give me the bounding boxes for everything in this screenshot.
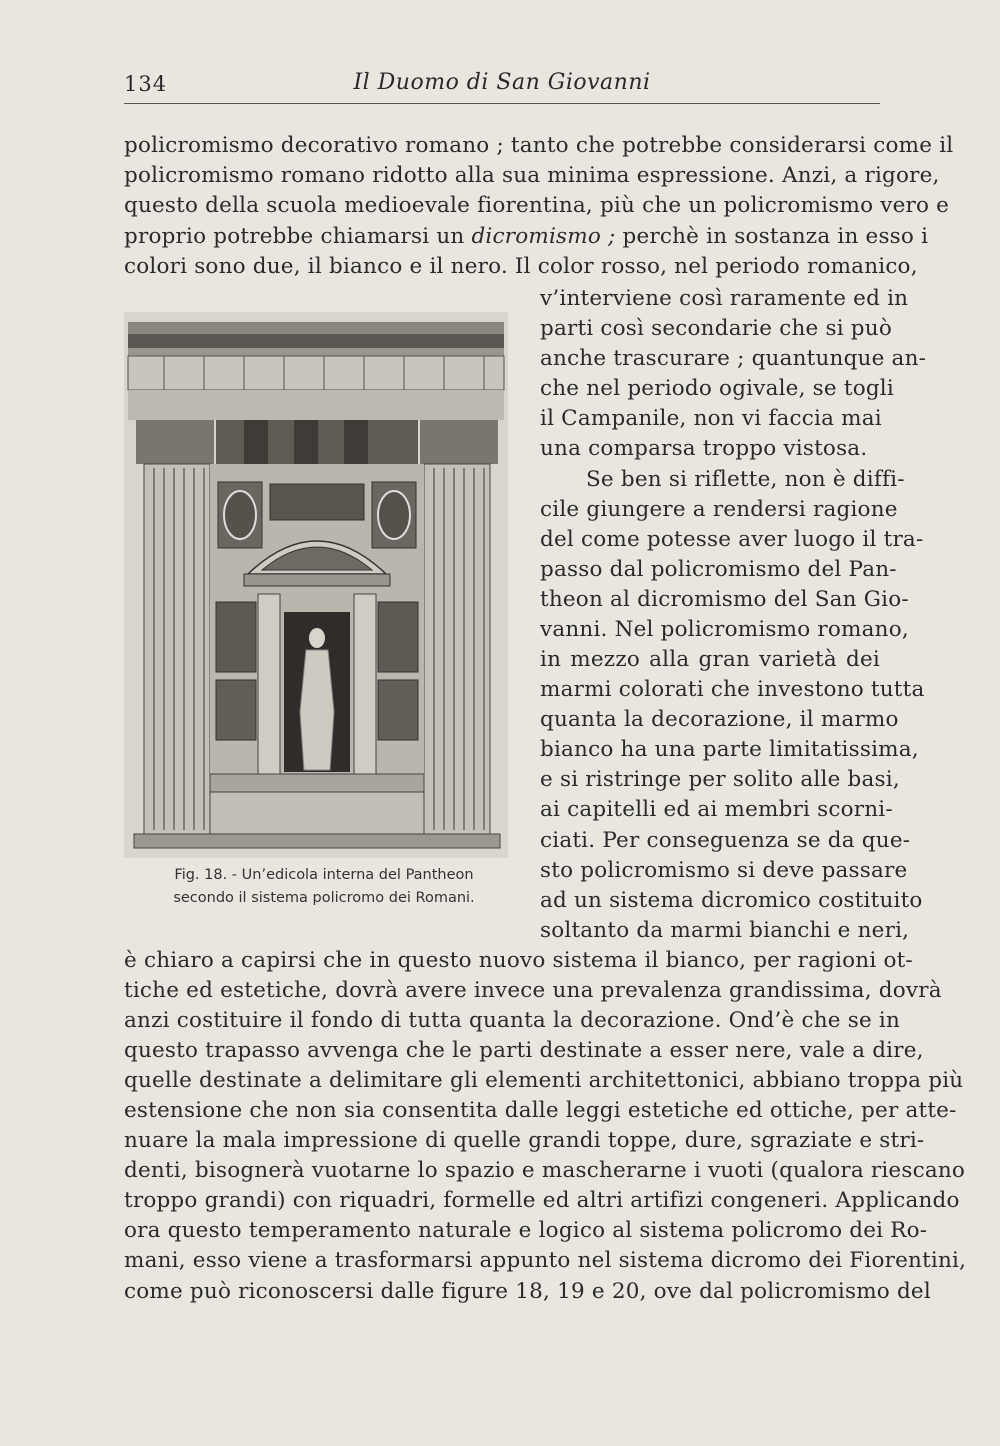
text-run: proprio potrebbe chiamarsi un	[124, 224, 472, 249]
page-header	[124, 66, 880, 102]
emphasis-dicromismo: dicromismo ;	[471, 224, 616, 249]
column-line: marmi colorati che investono tutta	[540, 677, 925, 702]
column-line: ciati. Per conseguenza se da que-	[540, 828, 911, 853]
column-line: in mezzo alla gran varietà dei	[540, 647, 880, 672]
text-line: mani, esso viene a trasformarsi appunto nel sistema dicromo dei Fiorentini,	[124, 1248, 967, 1273]
column-line: del come potesse aver luogo il tra-	[540, 527, 924, 552]
figure-caption: secondo il sistema policromo dei Romani.	[173, 890, 475, 906]
text-line: questo della scuola medioevale fiorentina, più che un policromismo vero e	[124, 193, 950, 218]
text-line: policromismo romano ridotto alla sua minima espressione. Anzi, a rigore,	[124, 163, 940, 188]
running-title: Il Duomo di San Giovanni	[353, 70, 651, 95]
page-number: 134	[124, 72, 168, 96]
column-line: vanni. Nel policromismo romano,	[540, 617, 909, 642]
text-line	[124, 222, 929, 251]
figure-pantheon-aedicula	[124, 312, 508, 858]
text-line: denti, bisognerà vuotarne lo spazio e mascherarne i vuoti (qualora riescano	[124, 1158, 966, 1183]
column-line: ai capitelli ed ai membri scorni-	[540, 797, 893, 822]
text-line: questo trapasso avvenga che le parti destinate a esser nere, vale a dire,	[124, 1038, 924, 1063]
column-line: passo dal policromismo del Pan-	[540, 557, 897, 582]
text-line: policromismo decorativo romano ; tanto che potrebbe considerarsi come il	[124, 133, 954, 158]
column-line: theon al dicromismo del San Gio-	[540, 587, 909, 612]
text-line: quelle destinate a delimitare gli elementi architettonici, abbiano troppa più	[124, 1068, 964, 1093]
column-line: parti così secondarie che si può	[540, 316, 892, 341]
figure-caption: Fig. 18. - Un’edicola interna del Pantheon	[174, 867, 474, 883]
text-run: perchè in sostanza in esso i	[615, 224, 929, 249]
column-line: sto policromismo si deve passare	[540, 858, 908, 883]
text-line: troppo grandi) con riquadri, formelle ed altri artifizi congeneri. Applicando	[124, 1188, 960, 1213]
column-line: v’interviene così raramente ed in	[540, 286, 909, 311]
column-line: e si ristringe per solito alle basi,	[540, 767, 900, 792]
header-rule	[124, 103, 880, 104]
text-line: colori sono due, il bianco e il nero. Il color rosso, nel periodo romanico,	[124, 254, 918, 279]
column-line: cile giungere a rendersi ragione	[540, 497, 898, 522]
column-line: ad un sistema dicromico costituito	[540, 888, 923, 913]
text-line: come può riconoscersi dalle figure 18, 19 e 20, ove dal policromismo del	[124, 1279, 931, 1304]
column-line: soltanto da marmi bianchi e neri,	[540, 918, 910, 943]
column-line: il Campanile, non vi faccia mai	[540, 406, 882, 431]
text-line: estensione che non sia consentita dalle leggi estetiche ed ottiche, per atte-	[124, 1098, 957, 1123]
text-line: ora questo temperamento naturale e logico al sistema policromo dei Ro-	[124, 1218, 928, 1243]
column-line: Se ben si riflette, non è diffi-	[586, 467, 905, 492]
column-line: quanta la decorazione, il marmo	[540, 707, 899, 732]
column-line: una comparsa troppo vistosa.	[540, 436, 868, 461]
column-line: che nel periodo ogivale, se togli	[540, 376, 894, 401]
text-line: è chiaro a capirsi che in questo nuovo sistema il bianco, per ragioni ot-	[124, 948, 913, 973]
column-line: anche trascurare ; quantunque an-	[540, 346, 927, 371]
text-line: anzi costituire il fondo di tutta quanta la decorazione. Ond’è che se in	[124, 1008, 901, 1033]
text-line: nuare la mala impressione di quelle grandi toppe, dure, sgraziate e stri-	[124, 1128, 925, 1153]
column-line: bianco ha una parte limitatissima,	[540, 737, 919, 762]
text-line: tiche ed estetiche, dovrà avere invece una prevalenza grandissima, dovrà	[124, 978, 942, 1003]
